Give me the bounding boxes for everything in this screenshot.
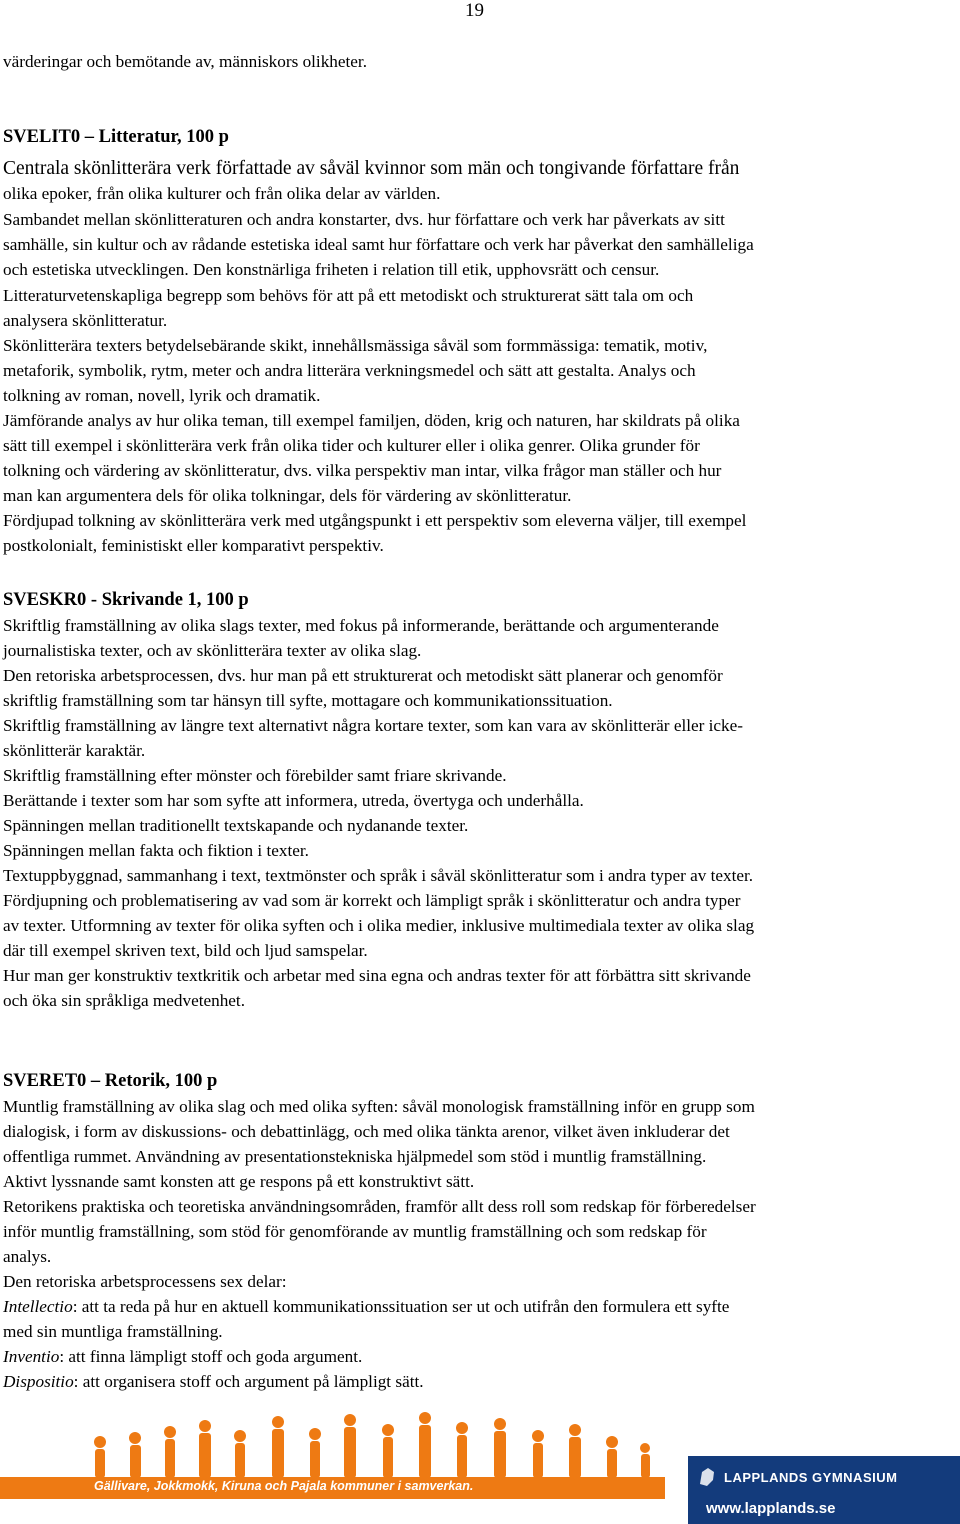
body-line: Inventio: att finna lämpligt stoff och goda argument. <box>3 1347 363 1366</box>
body-line: Intellectio: att ta reda på hur en aktuell kommunikationssituation ser ut och utifrån den formulera ett syfte <box>3 1297 730 1316</box>
body-line: Skriftlig framställning av olika slags texter, med fokus på informerande, berättande och argumenterande <box>3 616 719 635</box>
section-heading-sveret0: SVERET0 – Retorik, 100 p <box>3 1071 218 1091</box>
body-line: Sambandet mellan skönlitteraturen och andra konstarter, dvs. hur författare och verk har påverkats av sitt <box>3 210 725 229</box>
body-line: Spänningen mellan fakta och fiktion i texter. <box>3 841 309 860</box>
body-line: där till exempel skriven text, bild och ljud samspelar. <box>3 941 368 960</box>
body-line: olika epoker, från olika kulturer och från olika delar av världen. <box>3 184 441 203</box>
body-line: Textuppbyggnad, sammanhang i text, textmönster och språk i såväl skönlitteratur som i andra typer av texter. <box>3 866 754 885</box>
term-inventio: Inventio <box>3 1347 60 1366</box>
body-line: Jämförande analys av hur olika teman, till exempel familjen, döden, krig och naturen, har skildrats på olika <box>3 411 740 430</box>
body-line: Dispositio: att organisera stoff och argument på lämpligt sätt. <box>3 1372 424 1391</box>
body-line: analys. <box>3 1247 52 1266</box>
body-line: Spänningen mellan traditionellt textskapande och nydanande texter. <box>3 816 469 835</box>
body-line: man kan argumentera dels för olika tolkningar, dels för värdering av skönlitteratur. <box>3 486 572 505</box>
body-line: analysera skönlitteratur. <box>3 311 168 330</box>
body-line: Skriftlig framställning av längre text alternativt några kortare texter, som kan vara av skönlitterär eller icke- <box>3 716 743 735</box>
body-line: med sin muntliga framställning. <box>3 1322 223 1341</box>
body-line: tolkning av roman, novell, lyrik och dramatik. <box>3 386 321 405</box>
body-line: samhälle, sin kultur och av rådande estetiska ideal samt hur författare och verk har påverkat den samhälleliga <box>3 235 754 254</box>
region-map-icon <box>696 1466 718 1488</box>
body-line: och estetiska utvecklingen. Den konstnärliga friheten i relation till etik, upphovsrätt och censur. <box>3 260 660 279</box>
body-line: Centrala skönlitterära verk författade av såväl kvinnor som män och tongivande författare från <box>3 158 740 179</box>
body-line: inför muntlig framställning, som stöd för genomförande av muntlig framställning och som redskap för <box>3 1222 707 1241</box>
body-line: Berättande i texter som har som syfte att informera, utreda, övertyga och underhålla. <box>3 791 584 810</box>
body-line: dialogisk, i form av diskussions- och debattinlägg, och med olika tänkta arenor, vilket även inkluderar det <box>3 1122 730 1141</box>
body-line: Skriftlig framställning efter mönster och förebilder samt friare skrivande. <box>3 766 507 785</box>
body-line: postkolonialt, feministiskt eller komparativt perspektiv. <box>3 536 384 555</box>
body-line: Fördjupad tolkning av skönlitterära verk med utgångspunkt i ett perspektiv som eleverna väljer, till exempel <box>3 511 747 530</box>
term-intellectio: Intellectio <box>3 1297 73 1316</box>
body-line: tolkning och värdering av skönlitteratur, dvs. vilka perspektiv man intar, vilka frågor man ställer och hur <box>3 461 722 480</box>
body-line: skönlitterär karaktär. <box>3 741 146 760</box>
body-line: och öka sin språkliga medvetenhet. <box>3 991 245 1010</box>
body-line: Aktivt lyssnande samt konsten att ge respons på ett konstruktivt sätt. <box>3 1172 475 1191</box>
people-silhouettes-illustration <box>0 1412 690 1478</box>
page-number: 19 <box>465 0 484 21</box>
section-heading-svelit0: SVELIT0 – Litteratur, 100 p <box>3 127 229 147</box>
body-line: värderingar och bemötande av, människors olikheter. <box>3 52 367 71</box>
footer-slogan: Gällivare, Jokkmokk, Kiruna och Pajala kommuner i samverkan. <box>94 1479 474 1493</box>
body-line: Retorikens praktiska och teoretiska användningsområden, framför allt dess roll som redskap för förberedelser <box>3 1197 756 1216</box>
body-line: Fördjupning och problematisering av vad som är korrekt och lämpligt språk i skönlitteratur och andra typer <box>3 891 741 910</box>
body-line: Litteraturvetenskapliga begrepp som behövs för att på ett metodiskt och strukturerat sätt tala om och <box>3 286 694 305</box>
section-heading-sveskr0: SVESKR0 - Skrivande 1, 100 p <box>3 590 249 610</box>
body-line: Hur man ger konstruktiv textkritik och arbetar med sina egna och andras texter för att förbättra sitt skrivande <box>3 966 751 985</box>
lapplands-gymnasium-logo <box>688 1456 960 1524</box>
term-dispositio: Dispositio <box>3 1372 74 1391</box>
body-line: Den retoriska arbetsprocessens sex delar: <box>3 1272 287 1291</box>
body-line: offentliga rummet. Användning av presentationstekniska hjälpmedel som stöd i muntlig framställning. <box>3 1147 707 1166</box>
body-line: av texter. Utformning av texter för olika syften och i olika medier, inklusive multimediala texter av olika slag <box>3 916 755 935</box>
body-line: metaforik, symbolik, rytm, meter och andra litterära verkningsmedel och sätt att gestalta. Analys och <box>3 361 696 380</box>
logo-text: LAPPLANDS GYMNASIUM <box>724 1470 898 1485</box>
body-line: sätt till exempel i skönlitterära verk från olika tider och kulturer eller i olika genrer. Olika grunder för <box>3 436 700 455</box>
body-line: Skönlitterära texters betydelsebärande skikt, innehållsmässiga såväl som formmässiga: tematik, motiv, <box>3 336 708 355</box>
body-line: journalistiska texter, och av skönlitterära texter av olika slag. <box>3 641 422 660</box>
footer-banner <box>0 1412 960 1524</box>
body-line: Muntlig framställning av olika slag och med olika syften: såväl monologisk framställning inför en grupp som <box>3 1097 755 1116</box>
website-url: www.lapplands.se <box>706 1500 836 1517</box>
body-line: skriftlig framställning som tar hänsyn till syfte, mottagare och kommunikationssituation. <box>3 691 613 710</box>
body-line: Den retoriska arbetsprocessen, dvs. hur man på ett strukturerat och metodiskt sätt planerar och genomför <box>3 666 723 685</box>
